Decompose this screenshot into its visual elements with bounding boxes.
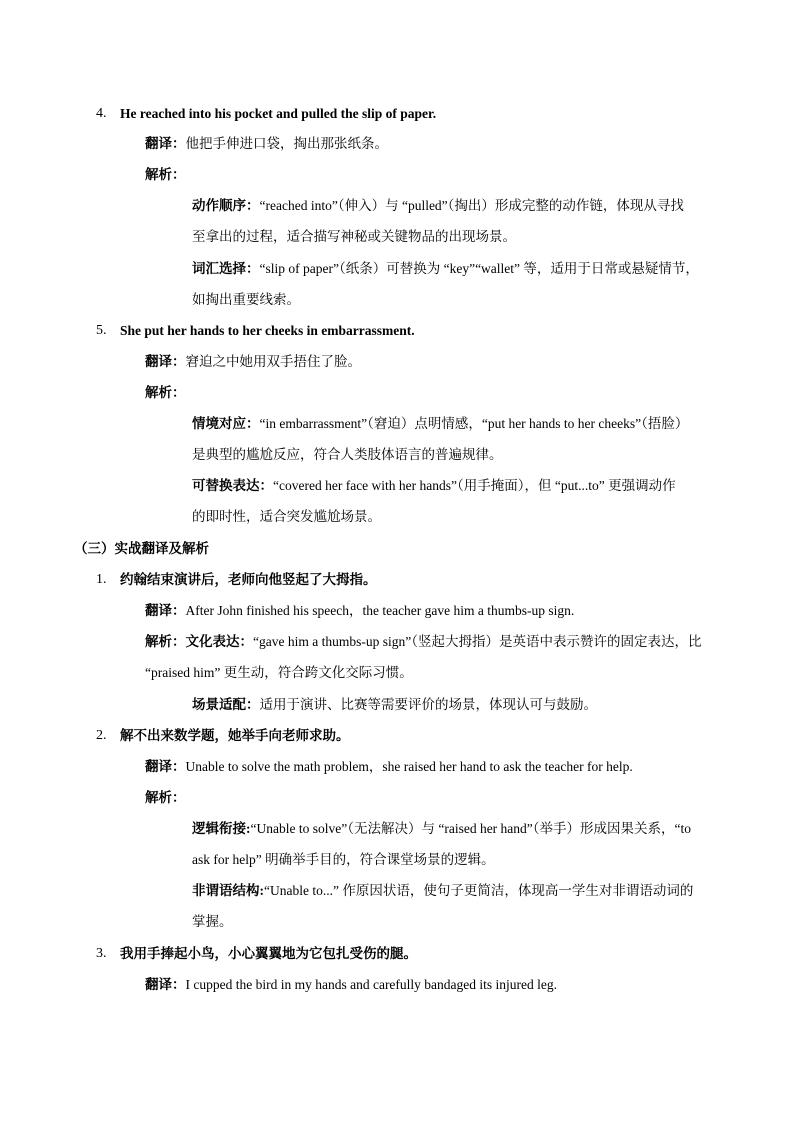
analysis-label: 解析： (145, 790, 186, 805)
item-number: 1. (96, 572, 107, 587)
point-label: 场景适配： (192, 697, 260, 712)
analysis-point (192, 696, 597, 714)
translation-label: 翻译： (145, 136, 186, 151)
translation-label: 翻译： (145, 354, 186, 369)
point-text: “gave him a thumbs-up sign”（竖起大拇指）是英语中表示赞许的固定表达，比 (253, 634, 702, 649)
translation-line (145, 353, 361, 371)
item-sentence: 解不出来数学题，她举手向老师求助。 (120, 728, 350, 743)
analysis-point-continued: 的即时性，适合突发尴尬场景。 (192, 509, 381, 524)
point-label: 逻辑衔接: (192, 821, 251, 836)
point-label: 情境对应： (192, 416, 260, 431)
analysis-point-continued: 如掏出重要线索。 (192, 292, 300, 307)
point-label: 非谓语结构: (192, 883, 264, 898)
analysis-label: 解析： (145, 385, 186, 400)
point-text: “Unable to...” 作原因状语，使句子更简洁，体现高一学生对非谓语动词的 (264, 883, 694, 898)
point-text: “in embarrassment”（窘迫）点明情感，“put her hands to her cheeks”（捂脸） (259, 416, 689, 431)
point-label: 可替换表达： (192, 478, 273, 493)
translation-text: After John finished his speech，the teacher gave him a thumbs-up sign. (185, 603, 575, 618)
item-sentence: She put her hands to her cheeks in embarrassment. (120, 323, 415, 338)
translation-label: 翻译： (145, 603, 186, 618)
translation-text: 他把手伸进口袋，掏出那张纸条。 (185, 136, 388, 151)
item-number: 4. (96, 106, 107, 121)
point-text: “Unable to solve”（无法解决）与 “raised her hand”（举手）形成因果关系，“to (250, 821, 692, 836)
translation-text: I cupped the bird in my hands and carefully bandaged its injured leg. (185, 977, 558, 992)
translation-line (145, 976, 557, 994)
analysis-label: 解析： (145, 167, 186, 182)
point-label: 词汇选择： (192, 261, 260, 276)
item-sentence: 我用手捧起小鸟，小心翼翼地为它包扎受伤的腿。 (120, 946, 417, 961)
analysis-point (192, 820, 691, 838)
item-number: 3. (96, 946, 107, 961)
translation-line (145, 758, 633, 776)
point-text: “covered her face with her hands”（用手掩面），但 “put...to” 更强调动作 (273, 478, 676, 493)
translation-label: 翻译： (145, 759, 186, 774)
analysis-point-continued: 至拿出的过程，适合描写神秘或关键物品的出现场景。 (192, 229, 516, 244)
translation-label: 翻译： (145, 977, 186, 992)
translation-text: 窘迫之中她用双手捂住了脸。 (185, 354, 361, 369)
point-label: 动作顺序： (192, 198, 260, 213)
translation-line (145, 135, 388, 153)
analysis-point-continued: ask for help” 明确举手目的，符合课堂场景的逻辑。 (192, 852, 495, 867)
item-sentence: 约翰结束演讲后，老师向他竖起了大拇指。 (120, 572, 377, 587)
translation-line (145, 602, 574, 620)
point-text: “reached into”（伸入）与 “pulled”（掏出）形成完整的动作链，体现从寻找 (259, 198, 684, 213)
analysis-point (192, 415, 688, 433)
item-sentence: He reached into his pocket and pulled the slip of paper. (120, 106, 437, 121)
point-text: “slip of paper”（纸条）可替换为 “key”“wallet” 等，适用于日常或悬疑情节， (259, 261, 699, 276)
analysis-point (192, 882, 693, 900)
analysis-label: 解析： (145, 634, 186, 649)
translation-text: Unable to solve the math problem，she raised her hand to ask the teacher for help. (185, 759, 633, 774)
item-number: 2. (96, 728, 107, 743)
section-title: （三）实战翻译及解析 (74, 541, 209, 556)
point-text: 适用于演讲、比赛等需要评价的场景，体现认可与鼓励。 (259, 697, 597, 712)
analysis-point-continued: 掌握。 (192, 914, 233, 929)
analysis-point-continued: “praised him” 更生动，符合跨文化交际习惯。 (145, 665, 413, 680)
analysis-point (192, 197, 684, 215)
analysis-point (192, 477, 676, 495)
item-number: 5. (96, 323, 107, 338)
analysis-point (192, 260, 699, 278)
point-label: 文化表达： (185, 634, 253, 649)
analysis-point-continued: 是典型的尴尬反应，符合人类肢体语言的普遍规律。 (192, 447, 503, 462)
analysis-inline (145, 633, 701, 651)
